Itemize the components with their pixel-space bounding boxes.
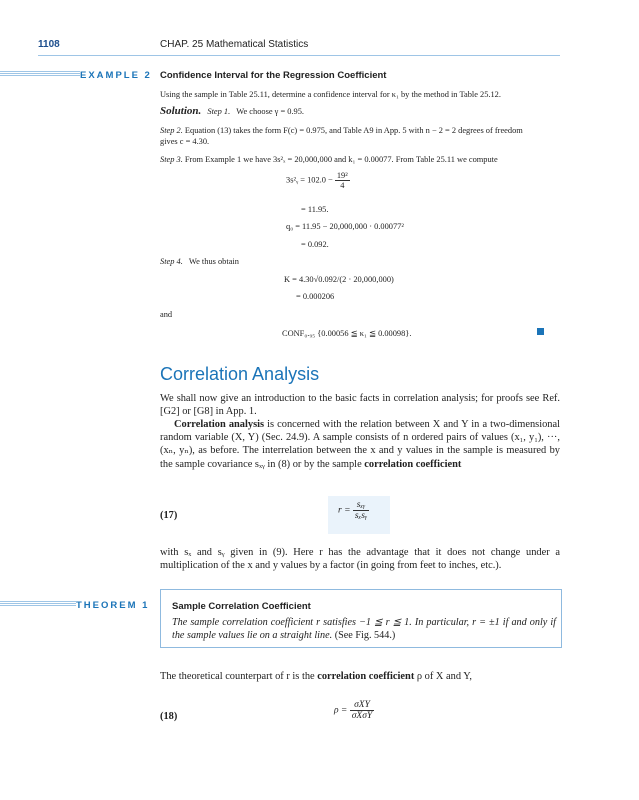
- section-para4: [160, 670, 560, 683]
- eq-q0-line1: q₀ = 11.95 − 20,000,000 · 0.00077²: [286, 222, 404, 231]
- theorem-statement: [172, 616, 556, 642]
- para2-rest: is concerned with the relation between X and Y in a two-dimensional random variable (X, Y) (Sec. 24.9). A sample consists of n ordered pairs of values (x₁, y₁), ···, (xₙ, yₙ), as before. The interrelation between the x and y values in the sample is measured by the sample covariance sₓᵧ in (8) or by the sample: [160, 419, 560, 470]
- end-of-example-mark: [537, 328, 544, 335]
- step1-text: We choose γ = 0.95.: [236, 107, 305, 116]
- example-rule: [0, 71, 80, 77]
- eq-3sy-result: = 11.95.: [301, 205, 329, 214]
- eq-k-line1: K = 4.30√0.092/(2 · 20,000,000): [284, 275, 394, 284]
- example-title: Confidence Interval for the Regression Coefficient: [160, 70, 387, 81]
- para4-b: ρ of X and Y,: [414, 671, 473, 682]
- section-para1: We shall now give an introduction to the basic facts in correlation analysis; for proofs see Ref. [G2] or [G8] in App. 1.: [160, 393, 560, 418]
- eq-3sy-denominator: 4: [340, 181, 345, 190]
- step4-text: We thus obtain: [188, 257, 239, 266]
- eq17-denominator: sₓsᵧ: [354, 511, 368, 521]
- eq17-fraction: [353, 500, 369, 521]
- step3-text: From Example 1 we have 3s²ₓ = 20,000,000 and k₁ = 0.00077. From Table 25.11 we compute: [184, 155, 498, 164]
- eq18-denominator: σXσY: [351, 711, 373, 721]
- eq-3sy: [286, 171, 350, 190]
- theorem-ref: (See Fig. 544.): [332, 630, 396, 642]
- step2-label: Step 2.: [160, 126, 183, 135]
- term-correlation-coefficient: correlation coefficient: [364, 458, 462, 470]
- step2-text-line2: gives c = 4.30.: [160, 137, 210, 146]
- page-number: 1108: [38, 39, 60, 50]
- eq17-lhs: r =: [338, 505, 351, 516]
- solution-line: [160, 105, 560, 117]
- eq-k-line2: = 0.000206: [296, 292, 335, 301]
- header-rule: [38, 55, 560, 56]
- eq18-fraction: [350, 700, 374, 721]
- step2-text-line1: Equation (13) takes the form F(c) = 0.975, and Table A9 in App. 5 with n − 2 = 2 degrees of freedom: [184, 126, 523, 135]
- term-correlation-analysis: Correlation analysis: [174, 419, 265, 430]
- example-tag: EXAMPLE 2: [80, 70, 152, 81]
- theorem-text: The sample correlation coefficient r satisfies −1 ≦ r ≦ 1. In particular, r = ±1 if and only if the sample values lie on a straight line.: [172, 617, 556, 642]
- term-correlation-coefficient-2: correlation coefficient: [317, 671, 415, 682]
- eq17: [338, 500, 369, 521]
- section-title: Correlation Analysis: [160, 364, 320, 384]
- step4-label: Step 4.: [160, 257, 183, 266]
- step1-label: Step 1.: [207, 107, 231, 116]
- and-text: and: [160, 310, 173, 319]
- section-para2: [160, 418, 560, 471]
- theorem-rule: [0, 601, 76, 607]
- eq-3sy-fraction: [335, 171, 350, 190]
- conf-interval: CONF₀.₉₅ {0.00056 ≦ κ₁ ≦ 0.00098}.: [282, 329, 412, 338]
- eq17-numerator: sₓᵧ: [353, 500, 369, 511]
- eq17-label: (17): [160, 510, 178, 521]
- theorem-title: Sample Correlation Coefficient: [172, 601, 311, 612]
- running-head: CHAP. 25 Mathematical Statistics: [160, 39, 309, 50]
- eq18-lhs: ρ =: [334, 705, 348, 716]
- eq18-numerator: σXY: [350, 700, 374, 711]
- solution-label: Solution.: [160, 105, 202, 117]
- step3-block: [160, 154, 560, 165]
- example-intro: Using the sample in Table 25.11, determine a confidence interval for κ₁ by the method in Table 25.12.: [160, 90, 501, 99]
- section-para3: with sₓ and sᵧ given in (9). Here r has the advantage that it does not change under a multiplication of the x and y values by a factor (in going from feet to inches, etc.).: [160, 547, 560, 572]
- eq18: [334, 700, 374, 721]
- para4-a: The theoretical counterpart of r is the: [160, 671, 318, 682]
- eq-3sy-lhs: 3s²ᵧ = 102.0 −: [286, 175, 333, 185]
- eq-3sy-numerator: 19²: [336, 171, 348, 180]
- step2-block: [160, 125, 560, 147]
- theorem-tag: THEOREM 1: [76, 600, 150, 611]
- step3-label: Step 3.: [160, 155, 183, 164]
- eq-q0-line2: = 0.092.: [301, 240, 329, 249]
- step4-block: [160, 256, 239, 267]
- eq18-label: (18): [160, 711, 178, 722]
